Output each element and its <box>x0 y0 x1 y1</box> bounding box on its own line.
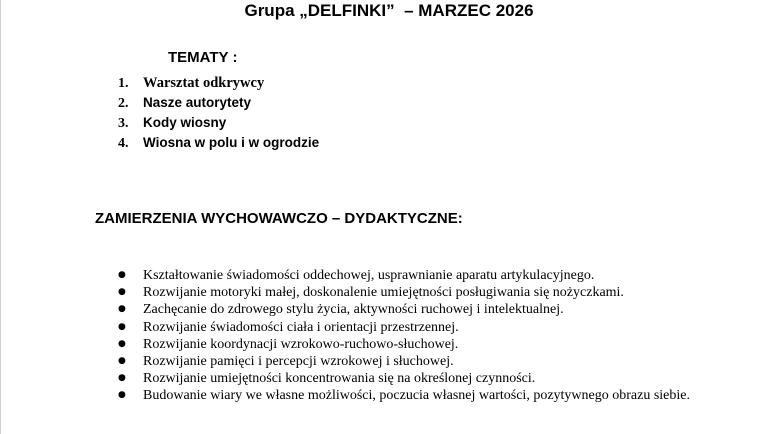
topic-label: Nasze autorytety <box>143 95 252 110</box>
bullet-icon: ● <box>118 270 126 280</box>
bullet-icon: ● <box>118 356 126 367</box>
goal-item <box>117 353 717 370</box>
goal-item <box>117 301 717 318</box>
goal-item <box>117 387 717 404</box>
goal-text: Budowanie wiary we własne możliwości, poczucia własnej wartości, pozytywnego obrazu siebie. <box>143 388 690 404</box>
page-title: Grupa „DELFINKI” – MARZEC 2026 <box>244 1 534 20</box>
goal-item <box>117 284 717 301</box>
goal-item <box>117 336 717 353</box>
bullet-icon: ● <box>118 304 126 315</box>
bullet-icon: ● <box>118 390 126 401</box>
bullet-icon: ● <box>118 287 126 298</box>
bullet-icon: ● <box>118 373 126 384</box>
goal-item <box>117 319 717 336</box>
topic-item <box>118 93 319 113</box>
goal-text: Rozwijanie świadomości ciała i orientacji przestrzennej. <box>143 319 459 335</box>
page-edge <box>0 0 1 434</box>
topics-heading: TEMATY : <box>168 49 238 66</box>
goal-item <box>117 267 717 284</box>
topic-number: 1. <box>118 76 129 91</box>
topic-item <box>118 133 319 153</box>
topic-number: 3. <box>118 116 129 131</box>
goals-list <box>117 267 717 405</box>
topic-number: 2. <box>118 96 129 111</box>
bullet-icon: ● <box>118 338 126 349</box>
topic-item <box>118 73 319 93</box>
goal-text: Rozwijanie umiejętności koncentrowania się na określonej czynności. <box>143 371 536 387</box>
goal-text: Rozwijanie pamięci i percepcji wzrokowej i słuchowej. <box>143 354 454 370</box>
topic-label: Warsztat odkrywcy <box>143 75 265 91</box>
bullet-icon: ● <box>118 321 126 332</box>
goal-text: Rozwijanie motoryki małej, doskonalenie umiejętności posługiwania się nożyczkami. <box>143 285 624 301</box>
goal-item <box>117 370 717 387</box>
topic-label: Wiosna w polu i w ogrodzie <box>143 135 320 150</box>
goal-text: Kształtowanie świadomości oddechowej, usprawnianie aparatu artykulacyjnego. <box>143 268 595 283</box>
goal-text: Rozwijanie koordynacji wzrokowo-ruchowo-słuchowej. <box>143 336 459 352</box>
topic-item <box>118 113 319 133</box>
goals-heading: ZAMIERZENIA WYCHOWAWCZO – DYDAKTYCZNE: <box>95 210 463 227</box>
topics-list <box>118 73 319 153</box>
goal-text: Zachęcanie do zdrowego stylu życia, aktywności ruchowej i intelektualnej. <box>143 302 564 318</box>
topic-number: 4. <box>118 136 129 151</box>
topic-label: Kody wiosny <box>143 115 227 130</box>
